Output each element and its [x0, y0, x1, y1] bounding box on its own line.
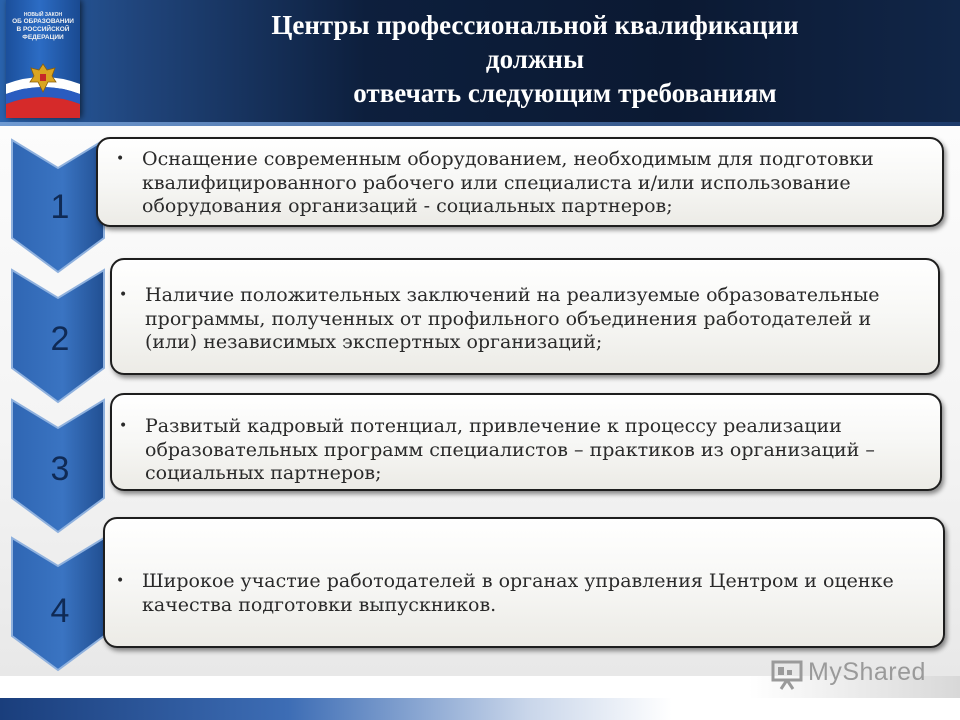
requirement-1 [116, 148, 932, 219]
bullet-icon: • [119, 418, 128, 434]
requirement-4 [116, 570, 932, 617]
step-chevron-1 [10, 138, 106, 274]
presentation-icon [770, 658, 804, 690]
bullet-icon: • [116, 151, 125, 167]
step-box-3 [110, 393, 942, 491]
step-number-1: 1 [50, 188, 70, 226]
book-line-3: В РОССИЙСКОЙ [16, 26, 70, 33]
step-chevron-4 [10, 536, 106, 672]
watermark-text: MyShared [808, 658, 926, 686]
step-number-4: 4 [50, 592, 70, 630]
requirement-3-text: Развитый кадровый потенциал, привлечение к процессу реализации образовательных программ специалистов – практиков из организаций – социальных партнеров; [145, 415, 875, 484]
requirement-3 [119, 415, 935, 486]
title-line-3: отвечать следующим требованиям [353, 78, 777, 108]
page-title [140, 8, 930, 110]
bullet-icon: • [116, 573, 125, 589]
requirement-2 [119, 284, 925, 355]
bullet-icon: • [119, 287, 128, 303]
step-box-4 [103, 517, 945, 648]
requirement-4-text: Широкое участие работодателей в органах управления Центром и оценке качества подготовки выпускников. [142, 570, 894, 616]
eagle-emblem-icon [28, 62, 58, 94]
book-line-2: ОБ ОБРАЗОВАНИИ [12, 18, 74, 25]
requirement-1-text: Оснащение современным оборудованием, необходимым для подготовки квалифицированного рабочего или специалиста и/или использование оборудования организаций - социальных партнеров; [142, 148, 874, 217]
step-chevron-3 [10, 398, 106, 534]
title-line-1: Центры профессиональной квалификации [271, 10, 799, 40]
watermark [770, 656, 930, 692]
book-line-4: ФЕДЕРАЦИИ [22, 34, 64, 41]
book-title [10, 12, 76, 42]
step-box-2 [110, 258, 940, 375]
step-number-2: 2 [50, 320, 70, 358]
step-box-1 [96, 137, 944, 227]
footer-bar [0, 698, 960, 720]
step-chevron-2 [10, 268, 106, 404]
header-divider [0, 122, 960, 126]
law-book-cover [6, 0, 80, 118]
step-number-3: 3 [50, 450, 70, 488]
header-banner [0, 0, 960, 124]
requirement-2-text: Наличие положительных заключений на реализуемые образовательные программы, полученных от профильного объединения работодателей и (или) независимых экспертных организаций; [145, 284, 880, 353]
book-line-1: НОВЫЙ ЗАКОН [23, 12, 63, 18]
title-line-2: должны [485, 44, 585, 74]
